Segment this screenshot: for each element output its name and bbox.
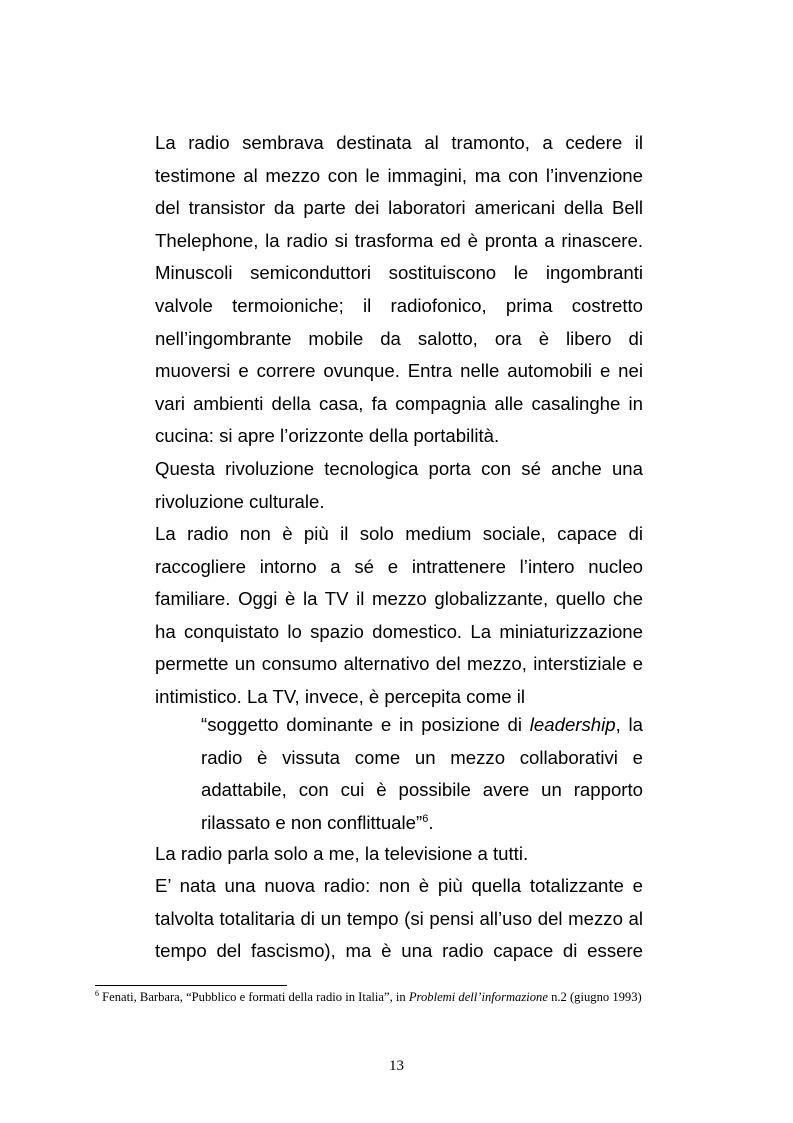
text-line: raccogliere intorno a sé e intrattenere l’intero nucleo <box>155 555 643 577</box>
paragraph-1 <box>155 127 643 453</box>
text-line: testimone al mezzo con le immagini, ma con l’invenzione <box>155 164 643 186</box>
footnote-separator <box>95 985 287 986</box>
footnote-title: Problemi dell’informazione <box>408 990 548 1004</box>
text-line: Minuscoli semiconduttori sostituiscono le ingombranti <box>155 262 643 284</box>
text-line: La radio sembrava destinata al tramonto, a cedere il <box>155 132 643 153</box>
footnote-text: Fenati, Barbara, “Pubblico e formati della radio in Italia”, in <box>99 990 409 1004</box>
quote-text: rilassato e non conflittuale” <box>201 811 423 833</box>
text-line: intimistico. La TV, invece, è percepita come il <box>155 685 525 707</box>
footnote-reference[interactable]: 6 <box>422 812 429 825</box>
quote-line: adattabile, con cui è possibile avere un rapporto <box>201 779 643 801</box>
footnote <box>95 990 715 1005</box>
text-line: vari ambienti della casa, fa compagnia alle casalinghe in <box>155 392 643 414</box>
text-line: talvolta totalitaria di un tempo (si pensi all’uso del mezzo al <box>155 907 643 929</box>
quote-text: , la <box>615 714 643 735</box>
text-line: familiare. Oggi è la TV il mezzo globalizzante, quello che <box>155 588 643 610</box>
text-line: Questa rivoluzione tecnologica porta con sé anche una <box>155 458 643 479</box>
text-line: Thelephone, la radio si trasforma ed è pronta a rinascere. <box>155 229 643 251</box>
quote-text: . <box>428 811 434 833</box>
paragraph-3 <box>155 518 643 714</box>
footnote-number: 6 <box>95 988 99 998</box>
paragraph-2 <box>155 453 643 518</box>
text-line: rivoluzione culturale. <box>155 490 325 512</box>
text-line: La radio parla solo a me, la televisione a tutti. <box>155 843 529 864</box>
text-line: cucina: si apre l’orizzonte della portabilità. <box>155 425 500 447</box>
quote-text: “soggetto dominante e in posizione di <box>201 714 530 735</box>
block-quote <box>201 709 643 839</box>
text-line: ha conquistato lo spazio domestico. La miniaturizzazione <box>155 620 643 642</box>
quote-line <box>201 709 643 742</box>
paragraph-4 <box>155 838 643 871</box>
text-line: E’ nata una nuova radio: non è più quella totalizzante e <box>155 875 643 896</box>
text-line: La radio non è più il solo medium sociale, capace di <box>155 523 643 544</box>
quote-emphasis: leadership <box>529 714 616 735</box>
text-line: nell’ingombrante mobile da salotto, ora è libero di <box>155 327 643 349</box>
quote-line: radio è vissuta come un mezzo collaborativi e <box>201 746 643 768</box>
quote-line <box>201 807 643 840</box>
page-number: 13 <box>389 1058 404 1074</box>
text-line: del transistor da parte dei laboratori americani della Bell <box>155 197 643 219</box>
text-line: tempo del fascismo), ma è una radio capace di essere <box>155 940 643 962</box>
text-line: permette un consumo alternativo del mezzo, interstiziale e <box>155 653 643 675</box>
text-line: valvole termoioniche; il radiofonico, prima costretto <box>155 294 643 316</box>
paragraph-5 <box>155 870 643 968</box>
text-line: muoversi e correre ovunque. Entra nelle automobili e nei <box>155 360 643 382</box>
footnote-text: n.2 (giugno 1993) <box>547 990 642 1004</box>
